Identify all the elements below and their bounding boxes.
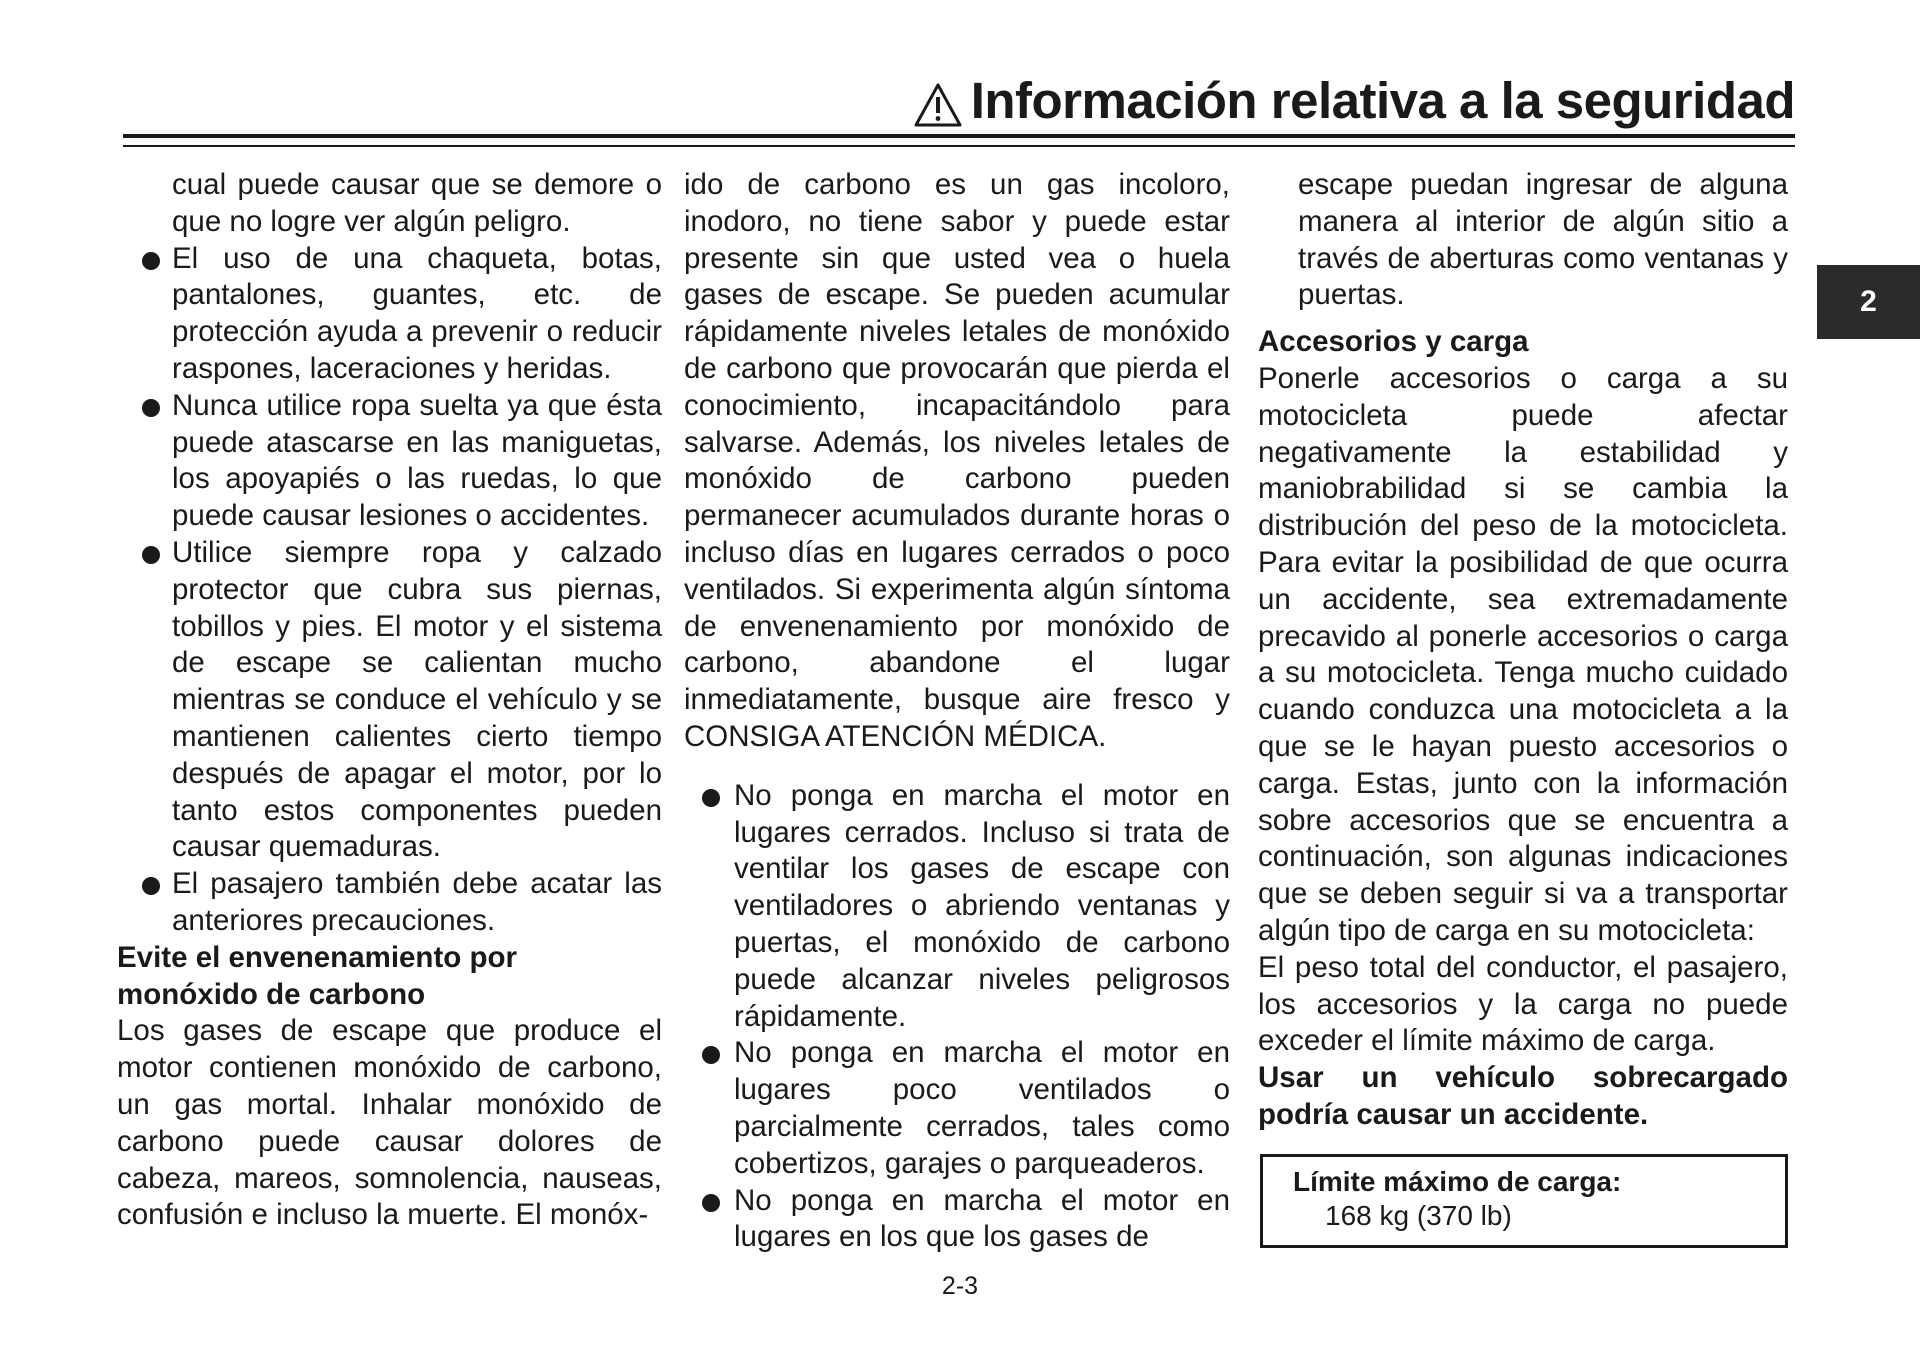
list-item: Utilice siempre ropa y calzado protector que cubra sus piernas, tobillos y pies. El motor y el sistema de escape se calientan mucho mientras se conduce el vehículo y se mantienen calientes cierto tiempo después de apagar el motor, por lo tanto estos componentes pueden causar quemaduras. bbox=[117, 535, 662, 866]
overload-warning: Usar un vehículo sobrecargado podría causar un accidente. bbox=[1258, 1061, 1788, 1131]
load-limit-value: 168 kg (370 lb) bbox=[1325, 1199, 1512, 1231]
warning-triangle-icon bbox=[913, 82, 963, 128]
bullet-list bbox=[117, 241, 662, 940]
load-limit-box bbox=[1260, 1154, 1788, 1248]
header-rule-thin bbox=[123, 145, 1795, 147]
list-item: El pasajero también debe acatar las anteriores precauciones. bbox=[117, 866, 662, 940]
list-item: El uso de una chaqueta, botas, pantalones, guantes, etc. de protección ayuda a prevenir o reducir raspones, laceraciones y heridas. bbox=[117, 241, 662, 388]
paragraph: Los gases de escape que produce el motor contienen monóxido de carbono, un gas mortal. Inhalar monóxido de carbono puede causar dolores de cabeza, mareos, somnolencia, nauseas, confusión e incluso la muerte. El monóx- bbox=[117, 1014, 662, 1232]
page-title: Información relativa a la seguridad bbox=[970, 71, 1795, 129]
load-limit-label: Límite máximo de carga: bbox=[1293, 1165, 1622, 1197]
section-heading-carbon-monoxide: Evite el envenenamiento por monóxido de carbono bbox=[117, 940, 518, 1011]
bullet-list bbox=[684, 778, 1230, 1256]
continued-text: escape puedan ingresar de alguna manera al interior de algún sitio a través de aberturas como ventanas y puertas. bbox=[1298, 168, 1788, 312]
paragraph: El peso total del conductor, el pasajero, los accesorios y la carga no puede exceder el límite máximo de carga. bbox=[1258, 950, 1788, 1058]
list-item: No ponga en marcha el motor en lugares en los que los gases de bbox=[684, 1183, 1230, 1257]
paragraph: ido de carbono es un gas incoloro, inodoro, no tiene sabor y puede estar presente sin que usted vea o huela gases de escape. Se pueden acumular rápidamente niveles letales de monóxido de carbono que provocarán que pierda el conocimiento, incapacitándolo para salvarse. Además, los niveles letales de monóxido de carbono pueden permanecer acumulados durante horas o incluso días en lugares cerrados o poco ventilados. Si experimenta algún síntoma de envenenamiento por monóxido de carbono, abandone el lugar inmediatamente, busque aire fresco y CONSIGA ATENCIÓN MÉDICA. bbox=[684, 168, 1230, 753]
column-2 bbox=[684, 167, 1230, 1256]
list-item: Nunca utilice ropa suelta ya que ésta puede atascarse en las maniguetas, los apoyapiés o las ruedas, lo que puede causar lesiones o accidentes. bbox=[117, 388, 662, 535]
page-header bbox=[913, 72, 1795, 128]
paragraph: Ponerle accesorios o carga a su motocicleta puede afectar negativamente la estabilidad y maniobrabilidad si se cambia la distribución del peso de la motocicleta. Para evitar la posibilidad de que ocurra un accidente, sea extremadamente precavido al ponerle accesorios o carga a su motocicleta. Tenga mucho cuidado cuando conduzca una motocicleta a la que se le hayan puesto accesorios o carga. Estas, junto con la información sobre accesorios que se encuentra a continuación, son algunas indicaciones que se deben seguir si va a transportar algún tipo de carga en su motocicleta: bbox=[1258, 361, 1788, 947]
column-1 bbox=[117, 167, 662, 1234]
column-3 bbox=[1258, 167, 1788, 1248]
chapter-tab: 2 bbox=[1817, 265, 1920, 339]
header-rule-thick bbox=[123, 134, 1795, 138]
list-item: No ponga en marcha el motor en lugares cerrados. Incluso si trata de ventilar los gases de escape con ventiladores o abriendo ventanas y puertas, el monóxido de carbono puede alcanzar niveles peligrosos rápidamente. bbox=[684, 778, 1230, 1036]
list-item: No ponga en marcha el motor en lugares poco ventilados o parcialmente cerrados, tales como cobertizos, garajes o parqueaderos. bbox=[684, 1035, 1230, 1182]
section-heading-accessories: Accesorios y carga bbox=[1258, 325, 1529, 359]
continued-text: cual puede causar que se demore o que no logre ver algún peligro. bbox=[172, 168, 662, 238]
page-number: 2-3 bbox=[941, 1272, 979, 1300]
